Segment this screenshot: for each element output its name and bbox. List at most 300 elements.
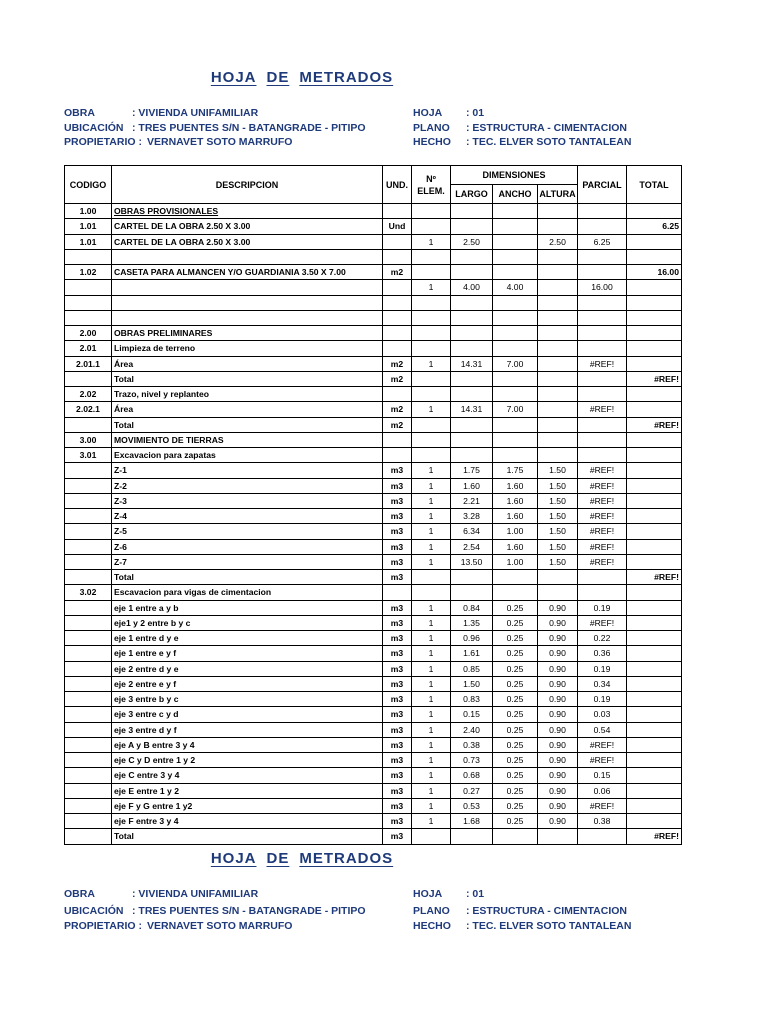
cell-parcial: 0.54 xyxy=(578,722,627,737)
cell-und: m3 xyxy=(383,707,412,722)
cell-parcial: 0.19 xyxy=(578,692,627,707)
cell-descripcion: Z-1 xyxy=(112,463,383,478)
cell-parcial: 0.19 xyxy=(578,661,627,676)
cell-altura: 0.90 xyxy=(538,737,578,752)
cell-parcial: #REF! xyxy=(578,493,627,508)
cell-largo: 0.68 xyxy=(451,768,493,783)
cell-parcial xyxy=(578,249,627,264)
cell-total xyxy=(627,509,682,524)
cell-codigo xyxy=(65,249,112,264)
cell-elem: 1 xyxy=(412,402,451,417)
table-body xyxy=(65,204,682,845)
cell-codigo xyxy=(65,570,112,585)
cell-descripcion: eje 1 entre a y b xyxy=(112,600,383,615)
cell-parcial: 6.25 xyxy=(578,234,627,249)
cell-parcial: 0.19 xyxy=(578,600,627,615)
title-word: DE xyxy=(266,850,290,867)
cell-codigo xyxy=(65,295,112,310)
cell-codigo xyxy=(65,783,112,798)
ubicacion-value: : TRES PUENTES S/N - BATANGRADE - PITIPO xyxy=(132,122,366,134)
cell-altura: 1.50 xyxy=(538,478,578,493)
table-row xyxy=(65,509,682,524)
col-elem-label: ELEM. xyxy=(417,185,445,196)
cell-ancho xyxy=(493,234,538,249)
cell-parcial: 0.22 xyxy=(578,631,627,646)
cell-total xyxy=(627,707,682,722)
cell-codigo xyxy=(65,676,112,691)
col-parcial: PARCIAL xyxy=(578,166,627,204)
table-row xyxy=(65,631,682,646)
cell-total: #REF! xyxy=(627,371,682,386)
cell-total: 16.00 xyxy=(627,265,682,280)
cell-descripcion: CARTEL DE LA OBRA 2.50 X 3.00 xyxy=(112,234,383,249)
cell-ancho: 0.25 xyxy=(493,753,538,768)
cell-codigo xyxy=(65,371,112,386)
cell-ancho: 1.60 xyxy=(493,478,538,493)
cell-largo: 6.34 xyxy=(451,524,493,539)
cell-parcial: 0.36 xyxy=(578,646,627,661)
table-row xyxy=(65,798,682,813)
cell-altura xyxy=(538,371,578,386)
cell-descripcion: MOVIMIENTO DE TIERRAS xyxy=(112,432,383,447)
col-und: UND. xyxy=(383,166,412,204)
cell-descripcion: Área xyxy=(112,356,383,371)
cell-elem: 1 xyxy=(412,280,451,295)
cell-descripcion: CASETA PARA ALMANCEN Y/O GUARDIANIA 3.50 X 7.00 xyxy=(112,265,383,280)
cell-und: m3 xyxy=(383,570,412,585)
cell-largo: 2.50 xyxy=(451,234,493,249)
cell-elem xyxy=(412,249,451,264)
cell-ancho: 4.00 xyxy=(493,280,538,295)
cell-elem xyxy=(412,448,451,463)
cell-altura xyxy=(538,829,578,844)
table-row xyxy=(65,768,682,783)
cell-parcial xyxy=(578,326,627,341)
cell-total xyxy=(627,585,682,600)
cell-ancho: 0.25 xyxy=(493,615,538,630)
page-title xyxy=(0,69,604,86)
cell-elem: 1 xyxy=(412,524,451,539)
hecho-value: : TEC. ELVER SOTO TANTALEAN xyxy=(466,920,632,932)
cell-elem xyxy=(412,219,451,234)
cell-elem: 1 xyxy=(412,798,451,813)
cell-altura xyxy=(538,249,578,264)
hoja-value: : 01 xyxy=(466,888,485,900)
cell-altura: 0.90 xyxy=(538,707,578,722)
hecho-label: HECHO xyxy=(413,136,451,148)
hoja-label: HOJA xyxy=(413,107,443,119)
propietario-label: PROPIETARIO : xyxy=(64,920,142,932)
cell-ancho: 0.25 xyxy=(493,798,538,813)
cell-und: m3 xyxy=(383,539,412,554)
cell-elem xyxy=(412,417,451,432)
cell-total xyxy=(627,539,682,554)
cell-elem: 1 xyxy=(412,478,451,493)
plano-label: PLANO xyxy=(413,122,450,134)
cell-elem: 1 xyxy=(412,783,451,798)
cell-elem: 1 xyxy=(412,661,451,676)
title-word: DE xyxy=(266,69,290,86)
table-row xyxy=(65,615,682,630)
cell-elem: 1 xyxy=(412,753,451,768)
table-row xyxy=(65,600,682,615)
cell-descripcion: OBRAS PROVISIONALES xyxy=(112,204,383,219)
cell-codigo: 1.01 xyxy=(65,219,112,234)
cell-largo: 0.84 xyxy=(451,600,493,615)
table-row xyxy=(65,493,682,508)
cell-parcial: 0.06 xyxy=(578,783,627,798)
cell-codigo: 1.00 xyxy=(65,204,112,219)
cell-ancho xyxy=(493,570,538,585)
cell-ancho: 0.25 xyxy=(493,676,538,691)
cell-und: m2 xyxy=(383,417,412,432)
cell-descripcion: OBRAS PRELIMINARES xyxy=(112,326,383,341)
ubicacion-value: : TRES PUENTES S/N - BATANGRADE - PITIPO xyxy=(132,905,366,917)
cell-total xyxy=(627,524,682,539)
cell-largo: 0.27 xyxy=(451,783,493,798)
cell-total xyxy=(627,753,682,768)
cell-parcial: #REF! xyxy=(578,463,627,478)
col-dimensiones: DIMENSIONES xyxy=(451,166,578,185)
cell-codigo xyxy=(65,722,112,737)
cell-codigo: 1.02 xyxy=(65,265,112,280)
cell-parcial: #REF! xyxy=(578,737,627,752)
cell-parcial xyxy=(578,204,627,219)
cell-und: m3 xyxy=(383,768,412,783)
cell-ancho: 0.25 xyxy=(493,768,538,783)
cell-codigo xyxy=(65,753,112,768)
cell-descripcion: eje A y B entre 3 y 4 xyxy=(112,737,383,752)
cell-largo: 0.15 xyxy=(451,707,493,722)
table-row xyxy=(65,326,682,341)
cell-altura: 0.90 xyxy=(538,814,578,829)
propietario-value: VERNAVET SOTO MARRUFO xyxy=(147,136,293,148)
cell-parcial: #REF! xyxy=(578,615,627,630)
plano-label: PLANO xyxy=(413,905,450,917)
cell-codigo xyxy=(65,615,112,630)
cell-und: m3 xyxy=(383,615,412,630)
cell-ancho: 0.25 xyxy=(493,783,538,798)
cell-total xyxy=(627,448,682,463)
cell-largo: 0.96 xyxy=(451,631,493,646)
cell-und: m3 xyxy=(383,692,412,707)
cell-ancho: 0.25 xyxy=(493,707,538,722)
cell-codigo xyxy=(65,707,112,722)
propietario-value: VERNAVET SOTO MARRUFO xyxy=(147,920,293,932)
cell-total xyxy=(627,783,682,798)
cell-codigo xyxy=(65,417,112,432)
table-row xyxy=(65,661,682,676)
cell-elem: 1 xyxy=(412,356,451,371)
cell-elem: 1 xyxy=(412,692,451,707)
cell-elem: 1 xyxy=(412,737,451,752)
cell-total xyxy=(627,310,682,325)
cell-largo: 2.21 xyxy=(451,493,493,508)
cell-altura xyxy=(538,280,578,295)
ubicacion-label: UBICACIÓN xyxy=(64,905,124,917)
cell-total xyxy=(627,676,682,691)
table-row xyxy=(65,539,682,554)
cell-codigo: 3.00 xyxy=(65,432,112,447)
table-row xyxy=(65,387,682,402)
table-row xyxy=(65,829,682,844)
cell-und: m3 xyxy=(383,631,412,646)
cell-descripcion: Total xyxy=(112,371,383,386)
cell-und: Und xyxy=(383,219,412,234)
cell-codigo: 2.01.1 xyxy=(65,356,112,371)
cell-largo xyxy=(451,310,493,325)
cell-parcial xyxy=(578,310,627,325)
cell-ancho: 0.25 xyxy=(493,661,538,676)
cell-descripcion: eje 2 entre e y f xyxy=(112,676,383,691)
ubicacion-label: UBICACIÓN xyxy=(64,122,124,134)
cell-parcial: 16.00 xyxy=(578,280,627,295)
cell-elem xyxy=(412,570,451,585)
title-word: METRADOS xyxy=(299,69,394,86)
cell-codigo: 2.00 xyxy=(65,326,112,341)
cell-codigo xyxy=(65,692,112,707)
col-ancho: ANCHO xyxy=(493,185,538,204)
cell-parcial xyxy=(578,341,627,356)
table-row xyxy=(65,341,682,356)
cell-und: m2 xyxy=(383,371,412,386)
cell-parcial: #REF! xyxy=(578,539,627,554)
cell-parcial: #REF! xyxy=(578,798,627,813)
cell-altura: 0.90 xyxy=(538,783,578,798)
cell-altura: 0.90 xyxy=(538,798,578,813)
cell-elem xyxy=(412,265,451,280)
cell-und xyxy=(383,249,412,264)
cell-elem: 1 xyxy=(412,509,451,524)
table-row xyxy=(65,234,682,249)
cell-altura xyxy=(538,585,578,600)
cell-total xyxy=(627,631,682,646)
cell-elem: 1 xyxy=(412,707,451,722)
cell-descripcion: Z-2 xyxy=(112,478,383,493)
cell-descripcion: eje F y G entre 1 y2 xyxy=(112,798,383,813)
table-row xyxy=(65,783,682,798)
cell-elem xyxy=(412,371,451,386)
cell-altura: 1.50 xyxy=(538,539,578,554)
cell-und: m2 xyxy=(383,356,412,371)
cell-elem xyxy=(412,387,451,402)
table-row xyxy=(65,524,682,539)
cell-largo: 4.00 xyxy=(451,280,493,295)
cell-altura xyxy=(538,402,578,417)
cell-total xyxy=(627,326,682,341)
cell-descripcion: Excavacion para zapatas xyxy=(112,448,383,463)
hecho-value: : TEC. ELVER SOTO TANTALEAN xyxy=(466,136,632,148)
cell-codigo xyxy=(65,661,112,676)
cell-total xyxy=(627,249,682,264)
cell-codigo xyxy=(65,829,112,844)
hoja-value: : 01 xyxy=(466,107,485,119)
title-word: METRADOS xyxy=(299,850,394,867)
cell-ancho xyxy=(493,204,538,219)
cell-largo xyxy=(451,341,493,356)
table-row xyxy=(65,463,682,478)
table-row xyxy=(65,585,682,600)
cell-descripcion: eje 2 entre d y e xyxy=(112,661,383,676)
col-total: TOTAL xyxy=(627,166,682,204)
cell-elem: 1 xyxy=(412,600,451,615)
cell-total xyxy=(627,234,682,249)
cell-parcial xyxy=(578,417,627,432)
cell-parcial: 0.34 xyxy=(578,676,627,691)
cell-altura: 1.50 xyxy=(538,463,578,478)
cell-und xyxy=(383,295,412,310)
cell-altura xyxy=(538,295,578,310)
cell-descripcion: Z-7 xyxy=(112,554,383,569)
table-row xyxy=(65,814,682,829)
cell-altura: 0.90 xyxy=(538,615,578,630)
cell-largo: 14.31 xyxy=(451,402,493,417)
cell-codigo xyxy=(65,631,112,646)
cell-largo: 1.75 xyxy=(451,463,493,478)
table-row xyxy=(65,249,682,264)
cell-altura: 0.90 xyxy=(538,600,578,615)
cell-ancho: 0.25 xyxy=(493,646,538,661)
cell-ancho: 1.60 xyxy=(493,509,538,524)
cell-largo: 2.54 xyxy=(451,539,493,554)
table-row xyxy=(65,432,682,447)
cell-largo: 1.68 xyxy=(451,814,493,829)
table-row xyxy=(65,676,682,691)
cell-total xyxy=(627,798,682,813)
cell-codigo xyxy=(65,539,112,554)
cell-largo xyxy=(451,570,493,585)
cell-ancho: 0.25 xyxy=(493,600,538,615)
plano-value: : ESTRUCTURA - CIMENTACION xyxy=(466,905,627,917)
table-row xyxy=(65,280,682,295)
cell-total xyxy=(627,341,682,356)
cell-codigo: 2.02 xyxy=(65,387,112,402)
cell-parcial: #REF! xyxy=(578,478,627,493)
cell-altura: 0.90 xyxy=(538,661,578,676)
table-row xyxy=(65,402,682,417)
cell-altura: 0.90 xyxy=(538,646,578,661)
cell-total xyxy=(627,615,682,630)
cell-ancho: 0.25 xyxy=(493,722,538,737)
cell-descripcion: Z-6 xyxy=(112,539,383,554)
cell-altura: 0.90 xyxy=(538,676,578,691)
cell-descripcion: eje 1 entre e y f xyxy=(112,646,383,661)
table-row xyxy=(65,554,682,569)
cell-und: m3 xyxy=(383,509,412,524)
cell-ancho xyxy=(493,417,538,432)
cell-parcial: #REF! xyxy=(578,356,627,371)
table-row xyxy=(65,478,682,493)
cell-descripcion: Z-4 xyxy=(112,509,383,524)
cell-total xyxy=(627,646,682,661)
propietario-label: PROPIETARIO : xyxy=(64,136,142,148)
cell-altura xyxy=(538,570,578,585)
cell-und xyxy=(383,448,412,463)
cell-und: m3 xyxy=(383,737,412,752)
table-row xyxy=(65,356,682,371)
col-no-label: Nº xyxy=(426,173,436,184)
cell-altura: 1.50 xyxy=(538,509,578,524)
cell-codigo: 2.02.1 xyxy=(65,402,112,417)
cell-total xyxy=(627,692,682,707)
cell-elem: 1 xyxy=(412,722,451,737)
cell-total xyxy=(627,722,682,737)
cell-codigo xyxy=(65,478,112,493)
cell-total: #REF! xyxy=(627,570,682,585)
cell-codigo xyxy=(65,600,112,615)
cell-ancho xyxy=(493,829,538,844)
cell-elem: 1 xyxy=(412,646,451,661)
table-row xyxy=(65,417,682,432)
cell-und: m2 xyxy=(383,402,412,417)
cell-largo xyxy=(451,326,493,341)
cell-und: m3 xyxy=(383,646,412,661)
cell-total xyxy=(627,463,682,478)
cell-altura: 2.50 xyxy=(538,234,578,249)
cell-descripcion: Z-5 xyxy=(112,524,383,539)
cell-codigo xyxy=(65,554,112,569)
cell-descripcion: Área xyxy=(112,402,383,417)
cell-und xyxy=(383,432,412,447)
cell-descripcion xyxy=(112,249,383,264)
table-row xyxy=(65,219,682,234)
cell-und: m3 xyxy=(383,722,412,737)
cell-und: m3 xyxy=(383,783,412,798)
cell-altura xyxy=(538,265,578,280)
cell-descripcion: eje E entre 1 y 2 xyxy=(112,783,383,798)
cell-largo xyxy=(451,204,493,219)
cell-descripcion xyxy=(112,280,383,295)
cell-elem xyxy=(412,432,451,447)
cell-codigo: 3.01 xyxy=(65,448,112,463)
cell-total xyxy=(627,356,682,371)
cell-largo xyxy=(451,417,493,432)
cell-altura xyxy=(538,432,578,447)
cell-altura xyxy=(538,341,578,356)
table-row xyxy=(65,448,682,463)
cell-largo: 3.28 xyxy=(451,509,493,524)
title-word: HOJA xyxy=(210,850,257,867)
cell-altura xyxy=(538,310,578,325)
hoja-label: HOJA xyxy=(413,888,443,900)
cell-codigo xyxy=(65,310,112,325)
cell-elem: 1 xyxy=(412,814,451,829)
cell-ancho xyxy=(493,341,538,356)
cell-parcial xyxy=(578,265,627,280)
cell-total: 6.25 xyxy=(627,219,682,234)
table-row xyxy=(65,265,682,280)
obra-value: : VIVIENDA UNIFAMILIAR xyxy=(132,107,259,119)
cell-ancho: 0.25 xyxy=(493,692,538,707)
cell-total xyxy=(627,600,682,615)
cell-parcial: 0.03 xyxy=(578,707,627,722)
cell-altura xyxy=(538,204,578,219)
cell-und xyxy=(383,204,412,219)
cell-elem: 1 xyxy=(412,234,451,249)
cell-altura: 0.90 xyxy=(538,722,578,737)
cell-parcial xyxy=(578,371,627,386)
cell-und: m3 xyxy=(383,524,412,539)
cell-ancho: 0.25 xyxy=(493,737,538,752)
cell-und xyxy=(383,310,412,325)
cell-ancho xyxy=(493,249,538,264)
cell-total xyxy=(627,432,682,447)
obra-label: OBRA xyxy=(64,107,95,119)
col-altura: ALTURA xyxy=(538,185,578,204)
table-row xyxy=(65,570,682,585)
cell-descripcion: Total xyxy=(112,417,383,432)
cell-parcial xyxy=(578,219,627,234)
